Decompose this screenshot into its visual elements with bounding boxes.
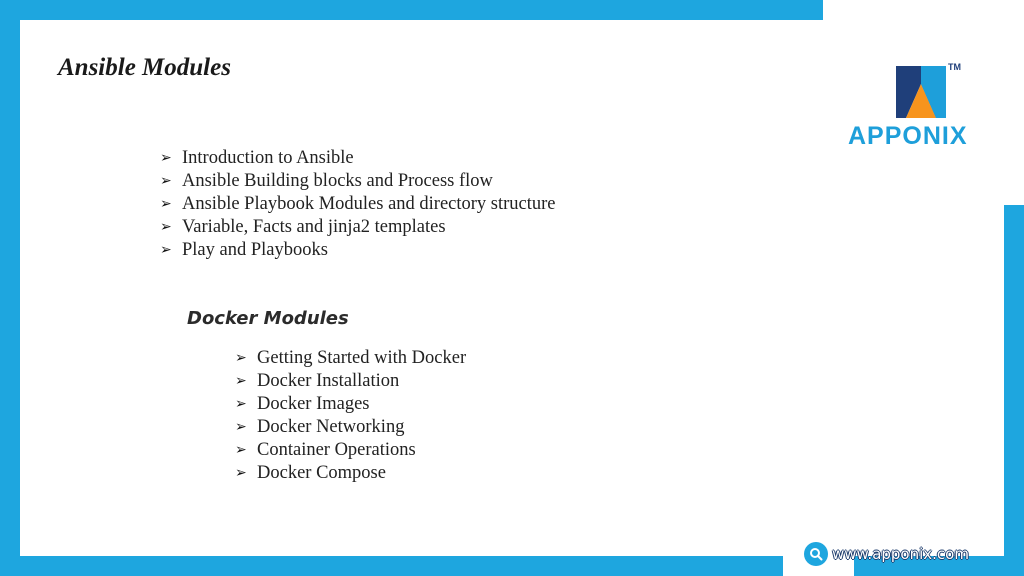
arrow-bullet-icon: ➢ [235, 420, 247, 435]
list-item-label: Ansible Building blocks and Process flow [182, 171, 493, 191]
trademark-mark: TM [948, 62, 961, 72]
list-item-label: Ansible Playbook Modules and directory structure [182, 194, 556, 214]
ansible-topic-list [160, 147, 556, 262]
list-item [235, 462, 466, 485]
arrow-bullet-icon: ➢ [235, 466, 247, 481]
list-item-label: Docker Images [257, 394, 370, 414]
list-item [160, 216, 556, 239]
list-item [160, 239, 556, 262]
list-item [235, 439, 466, 462]
arrow-bullet-icon: ➢ [235, 351, 247, 366]
list-item [235, 347, 466, 370]
apponix-a-logo-icon [892, 62, 950, 120]
list-item-label: Variable, Facts and jinja2 templates [182, 217, 446, 237]
list-item [160, 147, 556, 170]
arrow-bullet-icon: ➢ [160, 197, 172, 212]
arrow-bullet-icon: ➢ [235, 374, 247, 389]
list-item-label: Introduction to Ansible [182, 148, 354, 168]
apponix-logo [848, 62, 998, 154]
list-item-label: Getting Started with Docker [257, 348, 467, 368]
arrow-bullet-icon: ➢ [160, 243, 172, 258]
list-item [160, 170, 556, 193]
logo-wordmark: APPONIX [848, 122, 968, 150]
arrow-bullet-icon: ➢ [160, 220, 172, 235]
list-item-label: Container Operations [257, 440, 416, 460]
arrow-bullet-icon: ➢ [235, 443, 247, 458]
docker-section-title: Docker Modules [187, 308, 349, 329]
search-icon [804, 542, 828, 566]
page-title: Ansible Modules [58, 54, 231, 81]
list-item-label: Docker Installation [257, 371, 400, 391]
docker-topic-list [235, 347, 466, 485]
list-item-label: Play and Playbooks [182, 240, 328, 260]
footer-website[interactable] [804, 542, 969, 566]
list-item [235, 370, 466, 393]
arrow-bullet-icon: ➢ [235, 397, 247, 412]
list-item [235, 393, 466, 416]
list-item [160, 193, 556, 216]
arrow-bullet-icon: ➢ [160, 174, 172, 189]
list-item [235, 416, 466, 439]
list-item-label: Docker Networking [257, 417, 405, 437]
list-item-label: Docker Compose [257, 463, 386, 483]
website-link[interactable]: www.apponix.com [832, 545, 969, 563]
arrow-bullet-icon: ➢ [160, 151, 172, 166]
